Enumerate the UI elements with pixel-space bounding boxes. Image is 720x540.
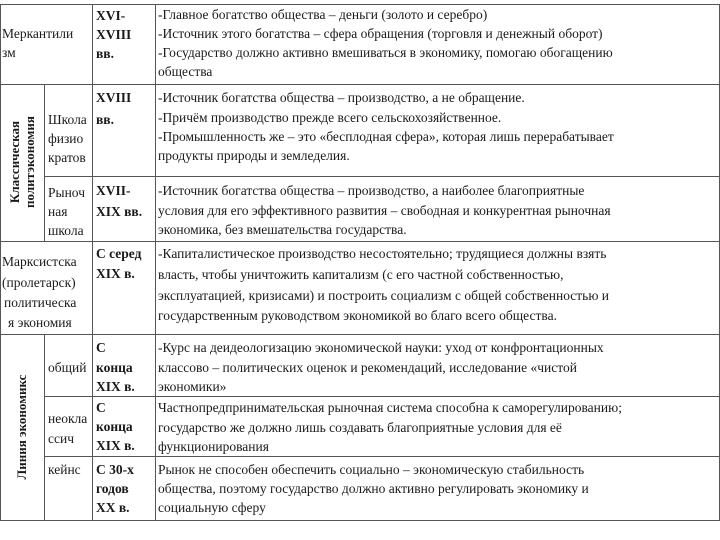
row-divider [0,241,720,242]
row-description: функционирования [158,439,269,454]
row-description: общества [158,64,213,79]
row-name: Марксистска [2,254,77,269]
group-label-economics: Линия экономикс [14,374,29,480]
group-label-classical: Классическая политэкономия [7,116,37,208]
row-divider [44,396,720,397]
row-name: Рыноч [48,185,85,200]
row-description: -Промышленность же – это «бесплодная сфера», которая лишь перерабатывает [158,129,614,144]
row-name: неокла [48,411,88,426]
row-description: -Источник этого богатства – сфера обращения (торговля и денежный оборот) [158,26,603,41]
row-name: ссич [48,431,74,446]
row-name: ная [48,204,68,219]
row-description: власть, чтобы уничтожить капитализм (с его частной собственностью, [158,267,564,282]
row-description: экономика, без вмешательства государства. [158,222,407,237]
row-name: кратов [48,150,86,165]
row-description: классово – политических оценок и рекомендаций, исследование «чистой [158,360,577,375]
row-period: XVI- [96,8,126,23]
row-name: кейнс [48,462,81,477]
row-divider [44,176,720,177]
row-name: зм [2,45,16,60]
row-name: (пролетарск) [2,275,76,290]
row-description: -Капиталистическое производство несостоятельно; трудящиеся должны взять [158,246,607,261]
row-period: XVIII [96,27,132,42]
row-divider [0,334,720,335]
row-period: конца [96,360,133,375]
row-period: годов [96,481,129,496]
table-border-bottom [0,520,720,521]
row-name: Меркантили [2,26,74,41]
period-column-divider [155,4,156,520]
row-name: Школа [48,112,87,127]
row-name: общий [48,360,87,375]
row-period: конца [96,419,133,434]
row-period: вв. [96,46,114,61]
row-description: экономики» [158,379,227,394]
row-name: школа [48,223,84,238]
row-description: общества, поэтому государство должно активно регулировать экономику и [158,481,589,496]
row-description: продукты природы и земледелия. [158,148,350,163]
row-period: XX в. [96,500,130,515]
row-description: -Причём производство прежде всего сельскохозяйственное. [158,110,502,125]
row-period: вв. [96,112,114,127]
row-period: XIX в. [96,438,135,453]
row-name: политическа [4,295,77,310]
name-column-divider [92,4,93,520]
row-period: С [96,400,106,415]
row-description: условия для его эффективного развития – свободная и конкурентная рыночная [158,203,611,218]
row-period: С серед [96,246,142,261]
row-period: XIX вв. [96,204,143,219]
row-description: -Главное богатство общества – деньги (золото и серебро) [158,7,488,22]
row-description: Частнопредпринимательская рыночная система способна к саморегулированию; [158,400,622,415]
row-description: эксплуатацией, кризисами) и построить социализм с общей собственностью и [158,288,610,303]
row-period: С 30-х [96,462,134,477]
group-column-divider [44,84,45,241]
row-period: XVIII [96,90,132,105]
row-description: государство же должно лишь создавать благоприятные условия для её [158,420,562,435]
row-period: XIX в. [96,266,135,281]
row-divider [0,84,720,85]
row-description: социальную сферу [158,500,266,515]
row-period: С [96,340,106,355]
row-divider [44,456,720,457]
row-description: -Источник богатства общества – производство, а не обращение. [158,90,525,105]
row-description: -Источник богатства общества – производство, а наиболее благоприятные [158,183,585,198]
row-name: я экономия [8,315,72,330]
group-column-divider [44,334,45,520]
row-period: XVII- [96,183,131,198]
row-description: государственным руководством экономикой во благо всего общества. [158,308,557,323]
row-name: физио [48,131,84,146]
row-description: Рынок не способен обеспечить социально – экономическую стабильность [158,462,585,477]
table-border-left [0,4,1,520]
row-description: -Государство должно активно вмешиваться в экономику, помогаю обогащению [158,45,613,60]
row-description: -Курс на деидеологизацию экономической науки: уход от конфронтационных [158,340,604,355]
row-period: XIX в. [96,379,135,394]
